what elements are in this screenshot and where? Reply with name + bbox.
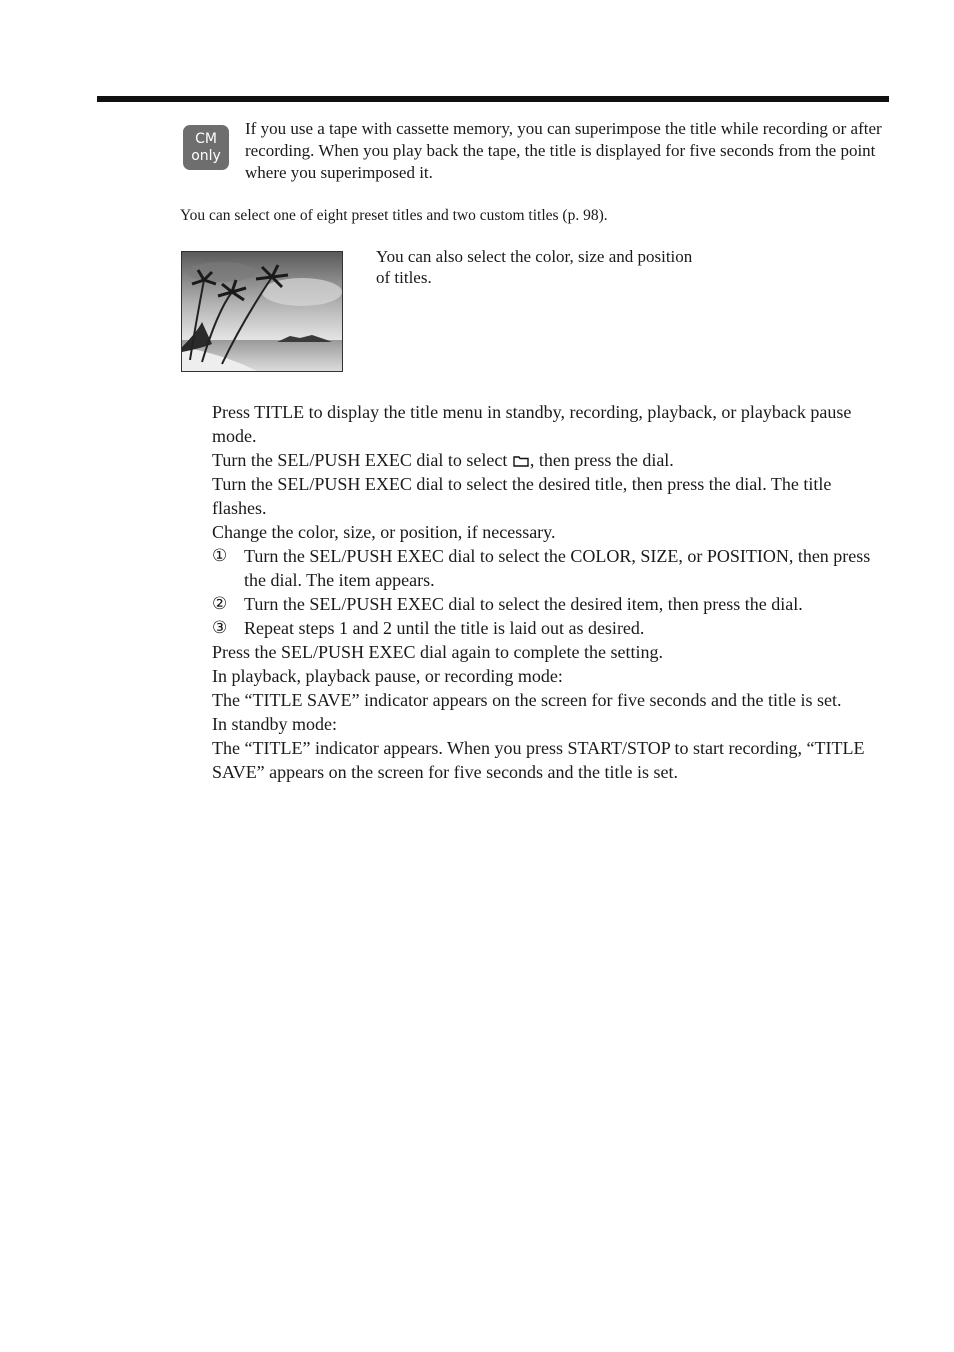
step-4-sub-1 xyxy=(212,544,884,592)
sub-step-text: Turn the SEL/PUSH EXEC dial to select the desired item, then press the dial. xyxy=(244,594,803,614)
step-2 xyxy=(212,448,884,472)
title-options-caption: You can also select the color, size and position of titles. xyxy=(376,247,693,287)
sub-step-number: ① xyxy=(212,546,228,566)
step-2-after: , then press the dial. xyxy=(529,450,674,470)
step-3: Turn the SEL/PUSH EXEC dial to select the desired title, then press the dial. The title flashes. xyxy=(212,474,832,518)
step-5-mode-2-text: The “TITLE” indicator appears. When you press START/STOP to start recording, “TITLE SAVE” appears on the screen for five seconds and the title is set. xyxy=(212,738,865,782)
step-5: Press the SEL/PUSH EXEC dial again to complete the setting. xyxy=(212,642,663,662)
title-menu-icon xyxy=(513,455,529,467)
step-4: Change the color, size, or position, if necessary. xyxy=(212,522,556,542)
cassette-memory-only-icon xyxy=(183,125,229,170)
sub-step-text: Turn the SEL/PUSH EXEC dial to select the COLOR, SIZE, or POSITION, then press the dial. The item appears. xyxy=(244,546,871,590)
cm-badge-line2: only xyxy=(191,147,221,164)
sub-step-text: Repeat steps 1 and 2 until the title is laid out as desired. xyxy=(244,618,645,638)
top-rule xyxy=(97,96,889,102)
step-4-sub-3 xyxy=(212,616,884,640)
beach-photo xyxy=(181,251,343,372)
step-2-before: Turn the SEL/PUSH EXEC dial to select xyxy=(212,450,512,470)
step-5-mode-1-text: The “TITLE SAVE” indicator appears on the screen for five seconds and the title is set. xyxy=(212,690,842,710)
intro-text: You can select one of eight preset titles and two custom titles (p. 98). xyxy=(180,207,608,224)
sub-step-number: ③ xyxy=(212,618,228,638)
step-5-mode-1: In playback, playback pause, or recording mode: xyxy=(212,666,563,686)
step-5-mode-2: In standby mode: xyxy=(212,714,337,734)
sub-step-number: ② xyxy=(212,594,228,614)
step-4-sub-2 xyxy=(212,592,884,616)
cm-badge-line1: CM xyxy=(195,130,217,147)
steps-list xyxy=(212,400,884,784)
cassette-memory-note: If you use a tape with cassette memory, you can superimpose the title while recording or after recording. When you play back the tape, the title is displayed for five seconds from the point where you superimposed it. xyxy=(245,119,882,182)
step-1: Press TITLE to display the title menu in standby, recording, playback, or playback pause mode. xyxy=(212,402,852,446)
